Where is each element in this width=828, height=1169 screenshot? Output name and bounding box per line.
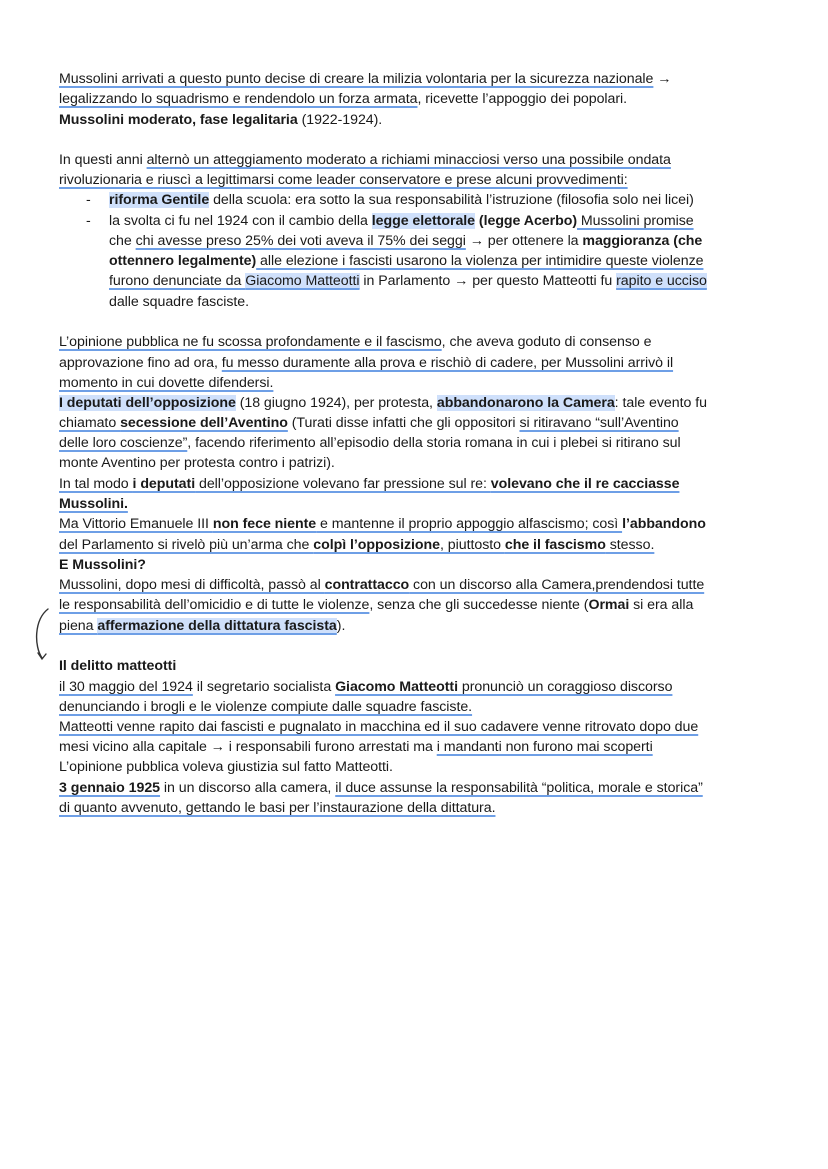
line: monte Aventino per protesta contro i patrizi). xyxy=(59,455,335,471)
text-span: Mussolini arrivati a questo punto decise di creare la milizia volontaria per la sicurezza nazionale xyxy=(59,71,654,87)
line: delle loro coscienze”, facendo riferimento all’episodio della storia romana in cui i plebei si ritirano sul xyxy=(59,435,681,451)
line: mesi vicino alla capitale → i responsabili furono arrestati ma i mandanti non furono mai scoperti xyxy=(59,739,653,755)
line: denunciando i brogli e le violenze compiute dalle squadre fasciste. xyxy=(59,699,473,715)
line: 3 gennaio 1925 in un discorso alla camera, il duce assunse la responsabilità “politica, morale e storica” xyxy=(59,780,703,796)
line: chiamato secessione dell’Aventino (Turati disse infatti che gli oppositori si ritiravano “sull’Aventino xyxy=(59,415,679,431)
line: L’opinione pubblica voleva giustizia sul fatto Matteotti. xyxy=(59,759,393,775)
text-span: legalizzando lo squadrismo e rendendolo un forza armata xyxy=(59,91,418,107)
line: approvazione fino ad ora, fu messo duramente alla prova e rischiò di cadere, per Mussolini arrivò il xyxy=(59,355,674,371)
line xyxy=(59,69,671,89)
line: di quanto avvenuto, gettando le basi per l’instaurazione della dittatura. xyxy=(59,800,496,816)
line: le responsabilità dell’omicidio e di tutte le violenze, senza che gli succedesse niente (Ormai si era alla xyxy=(59,597,694,613)
line: In tal modo i deputati dell’opposizione volevano far pressione sul re: volevano che il re cacciasse xyxy=(59,476,680,492)
line: In questi anni alternò un atteggiamento moderato a richiami minacciosi verso una possibile ondata xyxy=(59,152,671,168)
line: il 30 maggio del 1924 il segretario socialista Giacomo Matteotti pronunciò un coraggioso discorso xyxy=(59,679,673,695)
line: del Parlamento si rivelò più un’arma che colpì l’opposizione, piuttosto che il fascismo stesso. xyxy=(59,537,655,553)
line: Mussolini, dopo mesi di difficoltà, passò al contrattacco con un discorso alla Camera,prendendosi tutte xyxy=(59,577,705,593)
line: rivoluzionaria e riuscì a legittimarsi come leader conservatore e prese alcuni provvedimenti: xyxy=(59,172,628,188)
text-span: → xyxy=(653,71,672,87)
line: Matteotti venne rapito dai fascisti e pugnalato in macchina ed il suo cadavere venne ritrovato dopo due xyxy=(59,719,699,735)
line: momento in cui dovette difendersi. xyxy=(59,375,274,391)
list-item-line: che chi avesse preso 25% dei voti aveva il 75% dei seggi → per ottenere la maggioranza (che xyxy=(109,233,703,249)
list-item-line: ottennero legalmente) alle elezione i fascisti usarono la violenza per intimidire queste violenze xyxy=(109,253,704,269)
line: L’opinione pubblica ne fu scossa profondamente e il fascismo, che aveva goduto di consenso e xyxy=(59,334,652,350)
handwritten-arrow-icon xyxy=(30,606,52,664)
list-item: riforma Gentile della scuola: era sotto la sua responsabilità l’istruzione (filosofia solo nei licei) xyxy=(109,192,694,208)
line: piena affermazione della dittatura fascista). xyxy=(59,618,346,634)
list-item: la svolta ci fu nel 1924 con il cambio della legge elettorale (legge Acerbo) Mussolini promise xyxy=(109,213,694,229)
section-heading: E Mussolini? xyxy=(59,557,146,573)
text-span: , ricevette l’appoggio dei popolari. xyxy=(417,91,628,107)
line: Mussolini. xyxy=(59,496,128,512)
line xyxy=(59,89,627,109)
section-heading: Mussolini moderato, fase legalitaria (1922-1924). xyxy=(59,112,383,128)
list-bullet: - xyxy=(86,192,91,208)
list-item-line: furono denunciate da Giacomo Matteotti in Parlamento → per questo Matteotti fu rapito e ucciso xyxy=(109,273,707,289)
list-bullet: - xyxy=(86,213,91,229)
line: I deputati dell’opposizione (18 giugno 1924), per protesta, abbandonarono la Camera: tale evento fu xyxy=(59,395,707,411)
section-heading: Il delitto matteotti xyxy=(59,658,177,674)
list-item-line: dalle squadre fasciste. xyxy=(109,294,250,310)
line: Ma Vittorio Emanuele III non fece niente e mantenne il proprio appoggio alfascismo; così l’abbandono xyxy=(59,516,706,532)
